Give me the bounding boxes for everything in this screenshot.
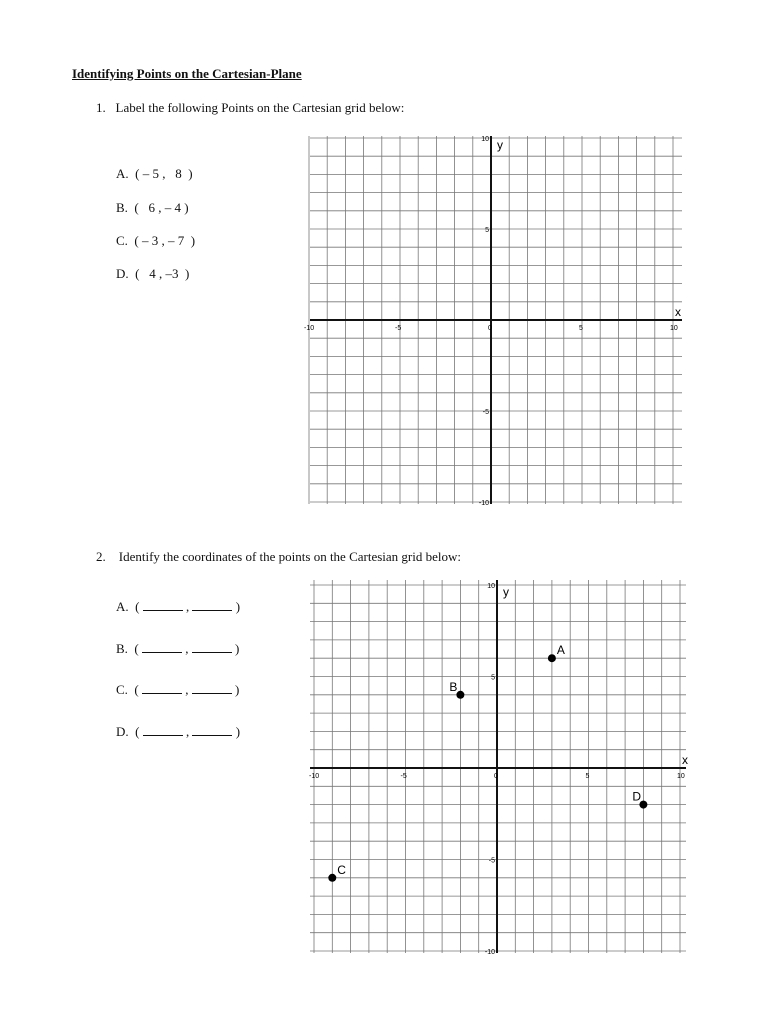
- open-paren: (: [135, 724, 140, 739]
- y-tick-label: -10: [484, 949, 495, 956]
- q2-d-x-blank[interactable]: [143, 726, 183, 736]
- point-a: [548, 654, 556, 662]
- q2-c-x-blank[interactable]: [142, 684, 182, 694]
- question-1-text: Label the following Points on the Cartesian grid below:: [115, 100, 405, 115]
- y-tick-label: -10: [478, 500, 489, 507]
- y-tick-label: 10: [487, 583, 495, 590]
- cartesian-grid-1: [300, 128, 700, 518]
- q2-item-d: [116, 724, 240, 740]
- q2-item-b: [116, 641, 239, 657]
- x-tick-label: -10: [304, 325, 315, 332]
- q2-item-a-letter: A.: [116, 599, 129, 614]
- open-paren: (: [134, 641, 139, 656]
- question-1: [96, 100, 404, 116]
- q2-b-y-blank[interactable]: [192, 643, 232, 653]
- q2-b-x-blank[interactable]: [142, 643, 182, 653]
- open-paren: (: [134, 682, 139, 697]
- q2-item-b-letter: B.: [116, 641, 128, 656]
- x-tick-label: 5: [579, 325, 583, 332]
- x-tick-label: 10: [670, 325, 678, 332]
- y-axis-label: y: [497, 138, 503, 152]
- comma: ,: [185, 599, 190, 614]
- comma: ,: [185, 682, 189, 697]
- x-tick-label: 0: [494, 773, 498, 780]
- x-tick-label: -10: [309, 773, 320, 780]
- close-paren: ): [235, 682, 240, 697]
- q2-item-c-letter: C.: [116, 682, 128, 697]
- close-paren: ): [235, 724, 241, 739]
- q1-item-a: A. ( – 5 , 8 ): [116, 166, 193, 181]
- close-paren: ): [235, 641, 240, 656]
- comma: ,: [185, 641, 189, 656]
- question-2-number: 2.: [96, 549, 106, 564]
- q2-c-y-blank[interactable]: [192, 684, 232, 694]
- x-tick-label: 5: [585, 773, 590, 780]
- point-b: [456, 691, 464, 699]
- y-axis-label: y: [503, 585, 509, 599]
- cartesian-grid-2: [300, 575, 700, 965]
- point-label-d: D: [632, 789, 642, 804]
- x-tick-label: -5: [395, 325, 402, 332]
- x-tick-label: 10: [677, 773, 685, 780]
- q1-item-c: C. ( – 3 , – 7 ): [116, 233, 196, 248]
- point-label-c: C: [337, 862, 346, 877]
- point-c: [328, 874, 336, 882]
- q2-a-y-blank[interactable]: [192, 601, 232, 611]
- q2-item-a: [116, 599, 240, 615]
- point-label-a: A: [556, 643, 565, 658]
- comma: ,: [185, 724, 190, 739]
- question-1-number: 1.: [96, 100, 106, 115]
- q1-item-b: B. ( 6 , – 4 ): [116, 200, 189, 215]
- y-tick-label: 5: [485, 227, 489, 234]
- q2-item-c: [116, 682, 239, 698]
- point-label-b: B: [449, 679, 458, 694]
- y-tick-label: -5: [488, 857, 495, 865]
- q1-item-d: D. ( 4 , –3 ): [116, 266, 190, 281]
- question-2-text: Identify the coordinates of the points on the Cartesian grid below:: [118, 549, 461, 564]
- y-tick-label: 10: [481, 136, 489, 143]
- q2-item-d-letter: D.: [116, 724, 129, 739]
- question-2: [96, 549, 461, 565]
- x-tick-label: -5: [400, 773, 407, 780]
- close-paren: ): [235, 599, 241, 614]
- x-tick-label: 0: [488, 325, 492, 332]
- x-axis-label: x: [675, 305, 681, 319]
- open-paren: (: [135, 599, 140, 614]
- q2-a-x-blank[interactable]: [143, 601, 183, 611]
- worksheet-title: Identifying Points on the Cartesian-Plane: [72, 66, 302, 81]
- x-axis-label: x: [682, 753, 688, 767]
- q2-d-y-blank[interactable]: [192, 726, 232, 736]
- y-tick-label: 5: [491, 674, 495, 682]
- y-tick-label: -5: [482, 409, 489, 416]
